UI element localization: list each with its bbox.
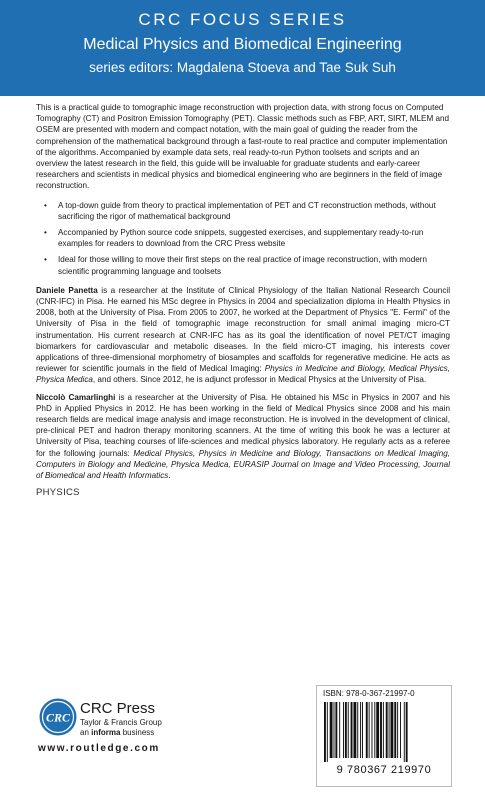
isbn-label: ISBN: 978-0-367-21997-0: [323, 689, 415, 698]
barcode-bar: [353, 702, 356, 758]
barcode-bar: [351, 702, 353, 758]
author-bio-text: is a researcher at the University of Pisa. He obtained his MSc in Physics in 2007 and his PhD in Applied Physics in 2012. He has been working in the field of Medical Physics since 2008 and his main research fields are medical image analysis and image reconstruction. He is involved in the development of clinical, pre-clinical PET and hadron therapy monitoring scanners. At the time of writing this book he was a lecturer at University of Pisa, teaching courses of life-sciences and medical physics laboratory. He regularly acts as a referee for the following journals:: [36, 392, 450, 458]
barcode-bar: [334, 702, 335, 758]
barcode-bar: [357, 702, 358, 758]
barcode-bar: [383, 702, 384, 758]
author-name: Niccolò Camarlinghi: [36, 392, 116, 402]
series-header: [0, 0, 485, 96]
series-title: Medical Physics and Biomedical Engineering: [83, 36, 402, 53]
barcode-bar: [345, 702, 347, 758]
crc-press-logo: [38, 697, 78, 737]
barcode-bar: [343, 702, 344, 758]
barcode-bar: [389, 702, 390, 758]
author-bio-text-end: , and others. Since 2012, he is adjunct professor in Medical Physics at the University of Pisa.: [92, 375, 427, 385]
barcode-bar: [335, 702, 337, 758]
author-bio-text: is a researcher at the Institute of Clinical Physiology of the Italian National Research Council (CNR-IFC) in Pisa. He earned his MSc degree in Physics in 2004 and specialization diploma in Health Physics in 2008, both at the University of Pisa. From 2005 to 2007, he worked at the Department of Physics "E. Fermi" of the University of Pisa in the field of tomographic image reconstruction for small animal imaging micro-CT instrumentation. His current research at CNR-IFC has as its goal the identification of novel PET/CT imaging biomarkers for cardiovascular and metabolic diseases. In the field micro-CT imaging, his interests cover applications of three-dimensional morphometry of biosamples and scaffolds for regenerative medicine. He acts as reviewer for scientific journals in the field of Medical Imaging:: [36, 285, 451, 374]
barcode-bar: [391, 702, 394, 758]
barcode-bar: [330, 702, 333, 758]
barcode-bar: [406, 702, 408, 762]
barcode-bar: [380, 702, 382, 758]
barcode-bar: [362, 702, 363, 758]
author-name: Daniele Panetta: [36, 285, 98, 295]
cover-text: [36, 102, 450, 499]
barcode-bar: [386, 702, 388, 758]
barcode-bar: [324, 702, 326, 762]
isbn-barcode-box: [316, 685, 452, 787]
author-journals: Physics in Medicine and Biology, Medical Physics, Physica Medica: [36, 364, 451, 385]
publisher-group: Taylor & Francis Group: [80, 718, 162, 727]
feature-item: • Ideal for those willing to move their first steps on the real practice of image reconstruction, with modern scientific programming language and toolsets: [36, 254, 450, 276]
feature-item: • A top-down guide from theory to practical implementation of PET and CT reconstruction methods, without sacrificing the rigor of mathematical background: [36, 200, 450, 222]
author-bio-panetta: [36, 285, 450, 386]
barcode-bar: [372, 702, 373, 758]
informa-brand: informa: [91, 728, 121, 737]
barcode-bar: [376, 702, 379, 758]
author-bio-camarlinghi: [36, 392, 450, 482]
barcode-bar: [339, 702, 340, 758]
isbn-digits: 9 780367 219970: [336, 764, 432, 776]
subject-category: PHYSICS: [36, 487, 80, 499]
publisher-url: www.routledge.com: [38, 743, 160, 754]
barcode-bar: [369, 702, 370, 758]
feature-list: [36, 200, 450, 277]
barcode-bar: [348, 702, 349, 758]
barcode-bar: [397, 702, 398, 758]
barcode-bar: [374, 702, 375, 758]
series-editors: series editors: Magdalena Stoeva and Tae Suk Suh: [89, 60, 396, 75]
barcode-bar: [400, 702, 401, 758]
feature-item: • Accompanied by Python source code snippets, suggested exercises, and supplementary ready-to-run examples for readers to download from the CRC Press website: [36, 227, 450, 249]
barcode-bar: [394, 702, 396, 758]
book-description: This is a practical guide to tomographic image reconstruction with projection data, with strong focus on Computed Tomography (CT) and Positron Emission Tomography (PET). Classic methods such as FBP, ART, SIRT, MLEM and OSEM are presented with modern and compact notation, with the main goal of guiding the reader from the comprehension of the mathematical background through a fast-route to real practice and computer implementation of the algorithms. Accompanied by example data sets, real ready-to-run Python toolsets and scripts and an overview the latest research in the field, this guide will be invaluable for graduate students and early-career researchers and scientists in medical physics and biomedical engineering who are beginners in the field of image reconstruction.: [36, 103, 450, 191]
author-bio-text-end: .: [168, 471, 171, 481]
publisher-name: CRC Press: [80, 700, 156, 717]
barcode-bar: [404, 702, 405, 762]
barcode-bar: [327, 702, 328, 762]
logo-text: CRC: [45, 710, 71, 725]
author-journals: Medical Physics, Physics in Medicine and Biology, Transactions on Medical Imaging, Computers in Biology and Medicine, Physica Medica, EURASIP Journal on Image and Video Processing, Journal of Biomedical and Health Informatics: [36, 448, 450, 481]
barcode: [323, 702, 445, 762]
barcode-bar: [366, 702, 368, 758]
series-name: CRC FOCUS SERIES: [138, 10, 347, 29]
publisher-business: an informa business: [80, 728, 155, 737]
barcode-bar: [360, 702, 361, 758]
